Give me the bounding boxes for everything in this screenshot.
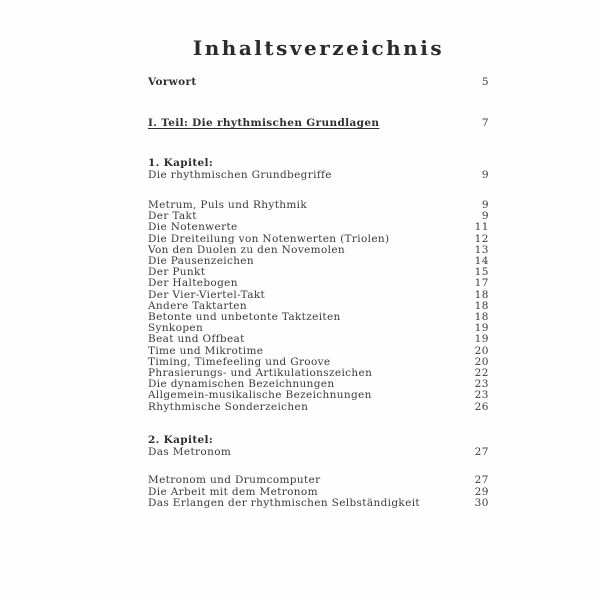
toc-entry-label: Der Punkt [148, 266, 206, 279]
toc-entry-label: Der Takt [148, 210, 197, 223]
toc-entry-row [148, 498, 489, 510]
toc-entry-label: Die Notenwerte [148, 221, 238, 234]
chapter-1-page-number: 9 [481, 169, 489, 182]
toc-entry-label: Beat und Offbeat [148, 333, 245, 346]
toc-entry-label: Synkopen [148, 322, 204, 335]
toc-entry-page-number: 30 [474, 497, 489, 509]
part-1-page-number: 7 [481, 117, 489, 129]
toc-entry-label: Allgemein-musikalische Bezeichnungen [148, 389, 372, 402]
toc-entry-page-number: 9 [481, 210, 489, 223]
toc-entry-page-number: 13 [474, 243, 489, 256]
toc-entry-label: Die Arbeit mit dem Metronom [148, 485, 318, 498]
toc-entry-page-number: 18 [474, 299, 489, 312]
chapter-2-heading-block [148, 434, 489, 458]
toc-entry-part-1 [148, 118, 489, 129]
chapter-2-subheading: Das Metronom [148, 446, 232, 459]
toc-entry-label: Metronom und Drumcomputer [148, 474, 321, 486]
chapter-2-heading: 2. Kapitel: [148, 434, 214, 446]
vorwort-label: Vorwort [148, 76, 197, 88]
toc-entry-row [148, 390, 489, 401]
chapter-2-subheading-row [148, 446, 489, 458]
toc-entry-label: Das Erlangen der rhythmischen Selbständigkeit [148, 497, 420, 509]
toc-entry-row [148, 334, 489, 345]
toc-entry-row [148, 278, 489, 289]
toc-entry-label: Metrum, Puls und Rhythmik [148, 199, 308, 211]
chapter-1-heading: 1. Kapitel: [148, 157, 214, 169]
toc-entry-page-number: 12 [474, 232, 489, 245]
toc-entry-label: Phrasierungs- und Artikulationszeichen [148, 367, 373, 380]
chapter-2-page-number: 27 [474, 446, 489, 459]
toc-entry-page-number: 15 [474, 266, 489, 279]
page-title: Inhaltsverzeichnis [192, 36, 445, 60]
toc-entry-label: Die Dreiteilung von Notenwerten (Triolen) [148, 232, 390, 245]
toc-entry-page-number: 19 [474, 333, 489, 346]
chapter-1-subheading: Die rhythmischen Grundbegriffe [148, 169, 332, 182]
toc-entry-page-number: 20 [474, 355, 489, 368]
toc-entry-label: Der Haltebogen [148, 277, 238, 290]
toc-entry-row [148, 402, 489, 413]
toc-entry-vorwort [148, 77, 489, 88]
toc-entry-label: Von den Duolen zu den Novemolen [148, 243, 346, 256]
toc-entry-label: Die dynamischen Bezeichnungen [148, 378, 335, 391]
toc-entry-row [148, 200, 489, 211]
toc-entry-page-number: 29 [474, 485, 489, 498]
toc-entry-row [148, 222, 489, 233]
toc-entry-label: Der Vier-Viertel-Takt [148, 288, 266, 301]
toc-entry-label: Die Pausenzeichen [148, 255, 254, 268]
toc-entry-page-number: 23 [474, 378, 489, 391]
toc-entry-page-number: 18 [474, 311, 489, 324]
chapter-2-entry-list [148, 475, 489, 510]
chapter-1-entry-list [148, 200, 489, 413]
toc-entry-label: Timing, Timefeeling und Groove [148, 355, 331, 368]
chapter-1-subheading-row [148, 169, 489, 181]
toc-entry-page-number: 11 [474, 221, 489, 234]
toc-entry-page-number: 14 [474, 255, 489, 268]
toc-entry-page-number: 26 [474, 400, 489, 413]
toc-entry-page-number: 22 [474, 367, 489, 380]
chapter-1-heading-block [148, 157, 489, 181]
toc-entry-page-number: 27 [474, 474, 489, 486]
toc-entry-row [148, 475, 489, 487]
toc-entry-page-number: 19 [474, 322, 489, 335]
toc-entry-label: Betonte und unbetonte Taktzeiten [148, 311, 341, 324]
vorwort-page-number: 5 [481, 76, 489, 88]
toc-entry-label: Rhythmische Sonderzeichen [148, 400, 309, 413]
part-1-label: I. Teil: Die rhythmischen Grundlagen [148, 117, 380, 129]
toc-entry-label: Time und Mikrotime [148, 344, 264, 357]
toc-entry-page-number: 17 [474, 277, 489, 290]
toc-entry-label: Andere Taktarten [148, 299, 247, 312]
toc-entry-page-number: 23 [474, 389, 489, 402]
toc-entry-page-number: 20 [474, 344, 489, 357]
toc-entry-page-number: 18 [474, 288, 489, 301]
toc-entry-page-number: 9 [481, 199, 489, 211]
